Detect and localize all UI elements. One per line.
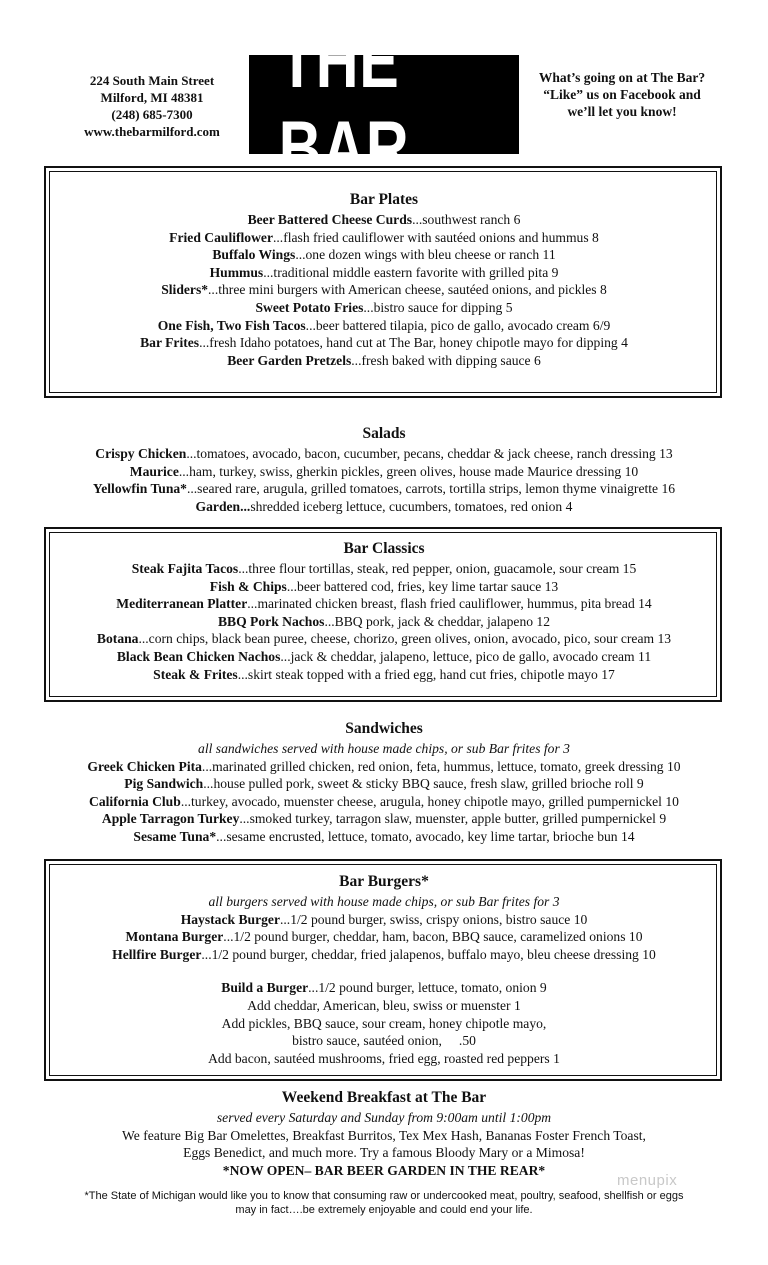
- watermark-logo: menupix: [617, 1172, 678, 1189]
- section-title: Bar Classics: [343, 540, 425, 557]
- item-desc: ...traditional middle eastern favorite with grilled pita 9: [263, 264, 559, 280]
- menu-item: [0, 578, 768, 596]
- item-desc: ...one dozen wings with bleu cheese or ranch 11: [295, 247, 556, 263]
- menu-item: [0, 911, 768, 929]
- website: www.thebarmilford.com: [84, 124, 220, 139]
- menu-item: [0, 946, 768, 964]
- menu-item: [0, 648, 768, 666]
- menu-item: [0, 264, 768, 282]
- facebook-promo-line: What’s going on at The Bar?: [538, 70, 706, 85]
- addon-line: Add bacon, sautéed mushrooms, fried egg, roasted red peppers 1: [208, 1050, 560, 1066]
- item-name: Maurice: [129, 463, 179, 479]
- item-desc: ...three mini burgers with American cheese, sautéed onions, and pickles 8: [208, 282, 607, 298]
- menu-item: [0, 480, 768, 498]
- section-title: Sandwiches: [345, 720, 423, 737]
- item-desc: shredded iceberg lettuce, cucumbers, tomatoes, red onion 4: [250, 498, 573, 514]
- item-name: Hummus: [209, 264, 264, 280]
- menu-item: [0, 630, 768, 648]
- item-name: California Club: [89, 793, 181, 809]
- menu-item: [0, 775, 768, 793]
- item-desc: ...turkey, avocado, muenster cheese, arugula, honey chipotle mayo, grilled pumpernickel 10: [180, 793, 679, 809]
- item-name: Garden...: [195, 498, 251, 514]
- item-desc: ...1/2 pound burger, swiss, crispy onions, bistro sauce 10: [280, 911, 588, 927]
- item-name: Steak & Frites: [153, 666, 238, 682]
- item-desc: ...flash fried cauliflower with sautéed onions and hummus 8: [273, 229, 599, 245]
- menu-item: [0, 334, 768, 352]
- restaurant-logo: [249, 18, 519, 191]
- item-name: Fish & Chips: [209, 578, 287, 594]
- item-desc: ...1/2 pound burger, cheddar, ham, bacon, BBQ sauce, caramelized onions 10: [223, 929, 643, 945]
- menu-item: [0, 560, 768, 578]
- item-desc: ...fresh Idaho potatoes, hand cut at The Bar, honey chipotle mayo for dipping 4: [199, 335, 628, 351]
- item-name: Greek Chicken Pita: [87, 758, 202, 774]
- section-note: served every Saturday and Sunday from 9:00am until 1:00pm: [216, 1110, 552, 1125]
- item-name: Sliders*: [161, 282, 209, 298]
- menu-item: [0, 793, 768, 811]
- section-note: all burgers served with house made chips, or sub Bar frites for 3: [208, 894, 560, 909]
- addon-line: Add pickles, BBQ sauce, sour cream, honey chipotle mayo,: [221, 1015, 547, 1031]
- item-desc: ...three flour tortillas, steak, red pepper, onion, guacamole, sour cream 15: [238, 561, 637, 576]
- menu-item: [0, 613, 768, 631]
- disclaimer-line: *The State of Michigan would like you to know that consuming raw or undercooked meat, poultry, seafood, shellfish or eggs: [84, 1190, 684, 1202]
- bar-plates-section: [0, 189, 768, 369]
- item-desc: ...marinated chicken breast, flash fried cauliflower, hummus, pita bread 14: [247, 596, 652, 612]
- breakfast-line: Eggs Benedict, and much more. Try a famous Bloody Mary or a Mimosa!: [183, 1145, 585, 1161]
- menu-header: [0, 18, 768, 191]
- menu-item: [0, 595, 768, 613]
- sandwiches-section: [0, 718, 768, 846]
- item-name: Beer Battered Cheese Curds: [247, 212, 413, 227]
- item-desc: ...smoked turkey, tarragon slaw, muenster, apple butter, grilled pumpernickel 9: [239, 811, 667, 827]
- restaurant-address: [62, 72, 242, 140]
- menu-item: [0, 229, 768, 247]
- bar-classics-section: [0, 538, 768, 683]
- item-desc: ...skirt steak topped with a fried egg, hand cut fries, chipotle mayo 17: [237, 666, 615, 682]
- breakfast-line: We feature Big Bar Omelettes, Breakfast Burritos, Tex Mex Hash, Bananas Foster French Toast,: [122, 1127, 646, 1143]
- menu-item: [0, 928, 768, 946]
- item-desc: ...fresh baked with dipping sauce 6: [351, 352, 541, 368]
- beer-garden-announcement: *NOW OPEN– BAR BEER GARDEN IN THE REAR*: [222, 1162, 546, 1178]
- section-title: Salads: [362, 425, 406, 442]
- item-name: Apple Tarragon Turkey: [101, 811, 240, 827]
- item-name: Build a Burger: [221, 980, 309, 996]
- bar-burgers-section: [0, 871, 768, 1067]
- item-name: Botana: [96, 631, 139, 647]
- item-name: Bar Frites: [140, 335, 200, 351]
- item-name: Yellowfin Tuna*: [92, 481, 187, 497]
- item-name: Haystack Burger: [180, 911, 280, 927]
- item-desc: ...beer battered cod, fries, key lime tartar sauce 13: [286, 578, 559, 594]
- item-name: BBQ Pork Nachos: [217, 613, 325, 629]
- menu-item: [0, 828, 768, 846]
- item-name: Sesame Tuna*: [133, 828, 217, 844]
- item-name: Crispy Chicken: [95, 446, 187, 461]
- menu-item: [0, 445, 768, 463]
- item-desc: ...southwest ranch 6: [412, 212, 521, 227]
- item-desc: ...sesame encrusted, lettuce, tomato, avocado, key lime tartar, brioche bun 14: [216, 828, 635, 844]
- item-desc: ...marinated grilled chicken, red onion, feta, hummus, lettuce, tomato, greek dressing 10: [201, 758, 681, 774]
- logo-text: THE BAR: [278, 18, 410, 191]
- item-desc: ...beer battered tilapia, pico de gallo, avocado cream 6/9: [305, 317, 611, 333]
- phone-number: (248) 685-7300: [111, 107, 193, 122]
- item-desc: ...jack & cheddar, jalapeno, lettuce, pico de gallo, avocado cream 11: [280, 648, 652, 664]
- disclaimer-footnote: [0, 1189, 768, 1217]
- section-title: Bar Plates: [349, 191, 419, 208]
- menu-item: [0, 979, 768, 997]
- addon-line: bistro sauce, sautéed onion, .50: [292, 1033, 476, 1049]
- addon-line: Add cheddar, American, bleu, swiss or muenster 1: [247, 997, 521, 1013]
- disclaimer-line: may in fact….be extremely enjoyable and could end your life.: [235, 1204, 533, 1216]
- item-desc: ...BBQ pork, jack & cheddar, jalapeno 12: [324, 613, 551, 629]
- item-name: One Fish, Two Fish Tacos: [157, 317, 306, 333]
- city-state-zip: Milford, MI 48381: [100, 90, 204, 105]
- section-title: Weekend Breakfast at The Bar: [281, 1089, 487, 1106]
- menu-item: [0, 246, 768, 264]
- facebook-promo-line: “Like” us on Facebook and: [543, 87, 701, 102]
- item-name: Montana Burger: [125, 929, 224, 945]
- item-name: Steak Fajita Tacos: [131, 561, 239, 576]
- breakfast-section: [0, 1087, 768, 1179]
- item-desc: ...bistro sauce for dipping 5: [363, 299, 513, 315]
- menu-item: [0, 666, 768, 684]
- facebook-promo: [522, 69, 722, 120]
- facebook-promo-line: we’ll let you know!: [567, 104, 677, 119]
- item-desc: ...seared rare, arugula, grilled tomatoes, carrots, tortilla strips, lemon thyme vinaigrette 16: [186, 481, 676, 497]
- item-name: Pig Sandwich: [124, 776, 204, 792]
- menu-item: [0, 758, 768, 776]
- item-desc: ...tomatoes, avocado, bacon, cucumber, pecans, cheddar & jack cheese, ranch dressing 13: [186, 446, 673, 461]
- item-desc: ...1/2 pound burger, lettuce, tomato, onion 9: [308, 980, 547, 996]
- menu-item: [0, 498, 768, 516]
- item-name: Beer Garden Pretzels: [227, 352, 352, 368]
- item-desc: ...house pulled pork, sweet & sticky BBQ sauce, fresh slaw, grilled brioche roll 9: [203, 776, 644, 792]
- menu-item: [0, 810, 768, 828]
- menu-item: [0, 211, 768, 229]
- item-desc: ...corn chips, black bean puree, cheese, chorizo, green olives, onion, avocado, pico, sour cream 13: [138, 631, 672, 647]
- spacer: [0, 963, 768, 979]
- item-desc: ...ham, turkey, swiss, gherkin pickles, green olives, house made Maurice dressing 10: [178, 463, 639, 479]
- item-desc: ...1/2 pound burger, cheddar, fried jalapenos, buffalo mayo, bleu cheese dressing 10: [201, 946, 656, 962]
- item-name: Buffalo Wings: [212, 247, 296, 263]
- menu-item: [0, 463, 768, 481]
- menu-item: [0, 299, 768, 317]
- salads-section: [0, 423, 768, 515]
- street-address: 224 South Main Street: [89, 73, 215, 88]
- item-name: Sweet Potato Fries: [255, 299, 364, 315]
- item-name: Hellfire Burger: [112, 946, 202, 962]
- section-title: Bar Burgers*: [339, 873, 429, 890]
- menu-item: [0, 317, 768, 335]
- item-name: Fried Cauliflower: [169, 229, 273, 245]
- menu-item: [0, 352, 768, 370]
- section-note: all sandwiches served with house made chips, or sub Bar frites for 3: [198, 741, 570, 756]
- item-name: Mediterranean Platter: [116, 596, 248, 612]
- menu-item: [0, 281, 768, 299]
- item-name: Black Bean Chicken Nachos: [116, 648, 281, 664]
